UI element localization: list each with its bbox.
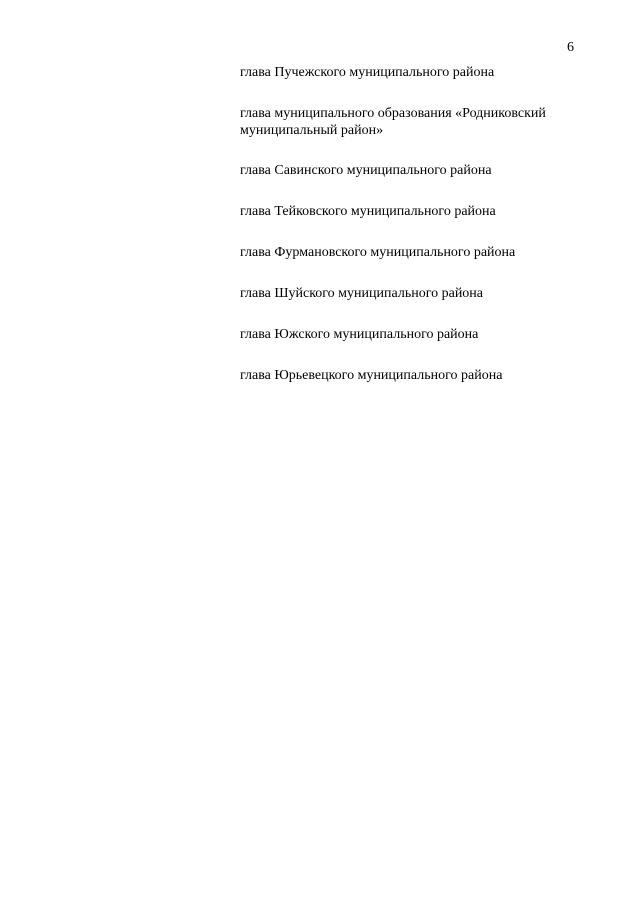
recipient-item: глава Шуйского муниципального района — [240, 286, 484, 301]
recipient-list — [240, 64, 585, 408]
recipient-item: глава Савинского муниципального района — [240, 163, 492, 178]
recipient-item: глава Пучежского муниципального района — [240, 65, 495, 80]
page-number: 6 — [567, 40, 574, 55]
recipient-item: глава муниципального образования «Родниковский муниципальный район» — [240, 106, 546, 138]
recipient-item: глава Юрьевецкого муниципального района — [240, 368, 503, 383]
recipient-item: глава Тейковского муниципального района — [240, 204, 496, 219]
recipient-item: глава Фурмановского муниципального района — [240, 245, 516, 260]
recipient-item: глава Южского муниципального района — [240, 327, 479, 342]
